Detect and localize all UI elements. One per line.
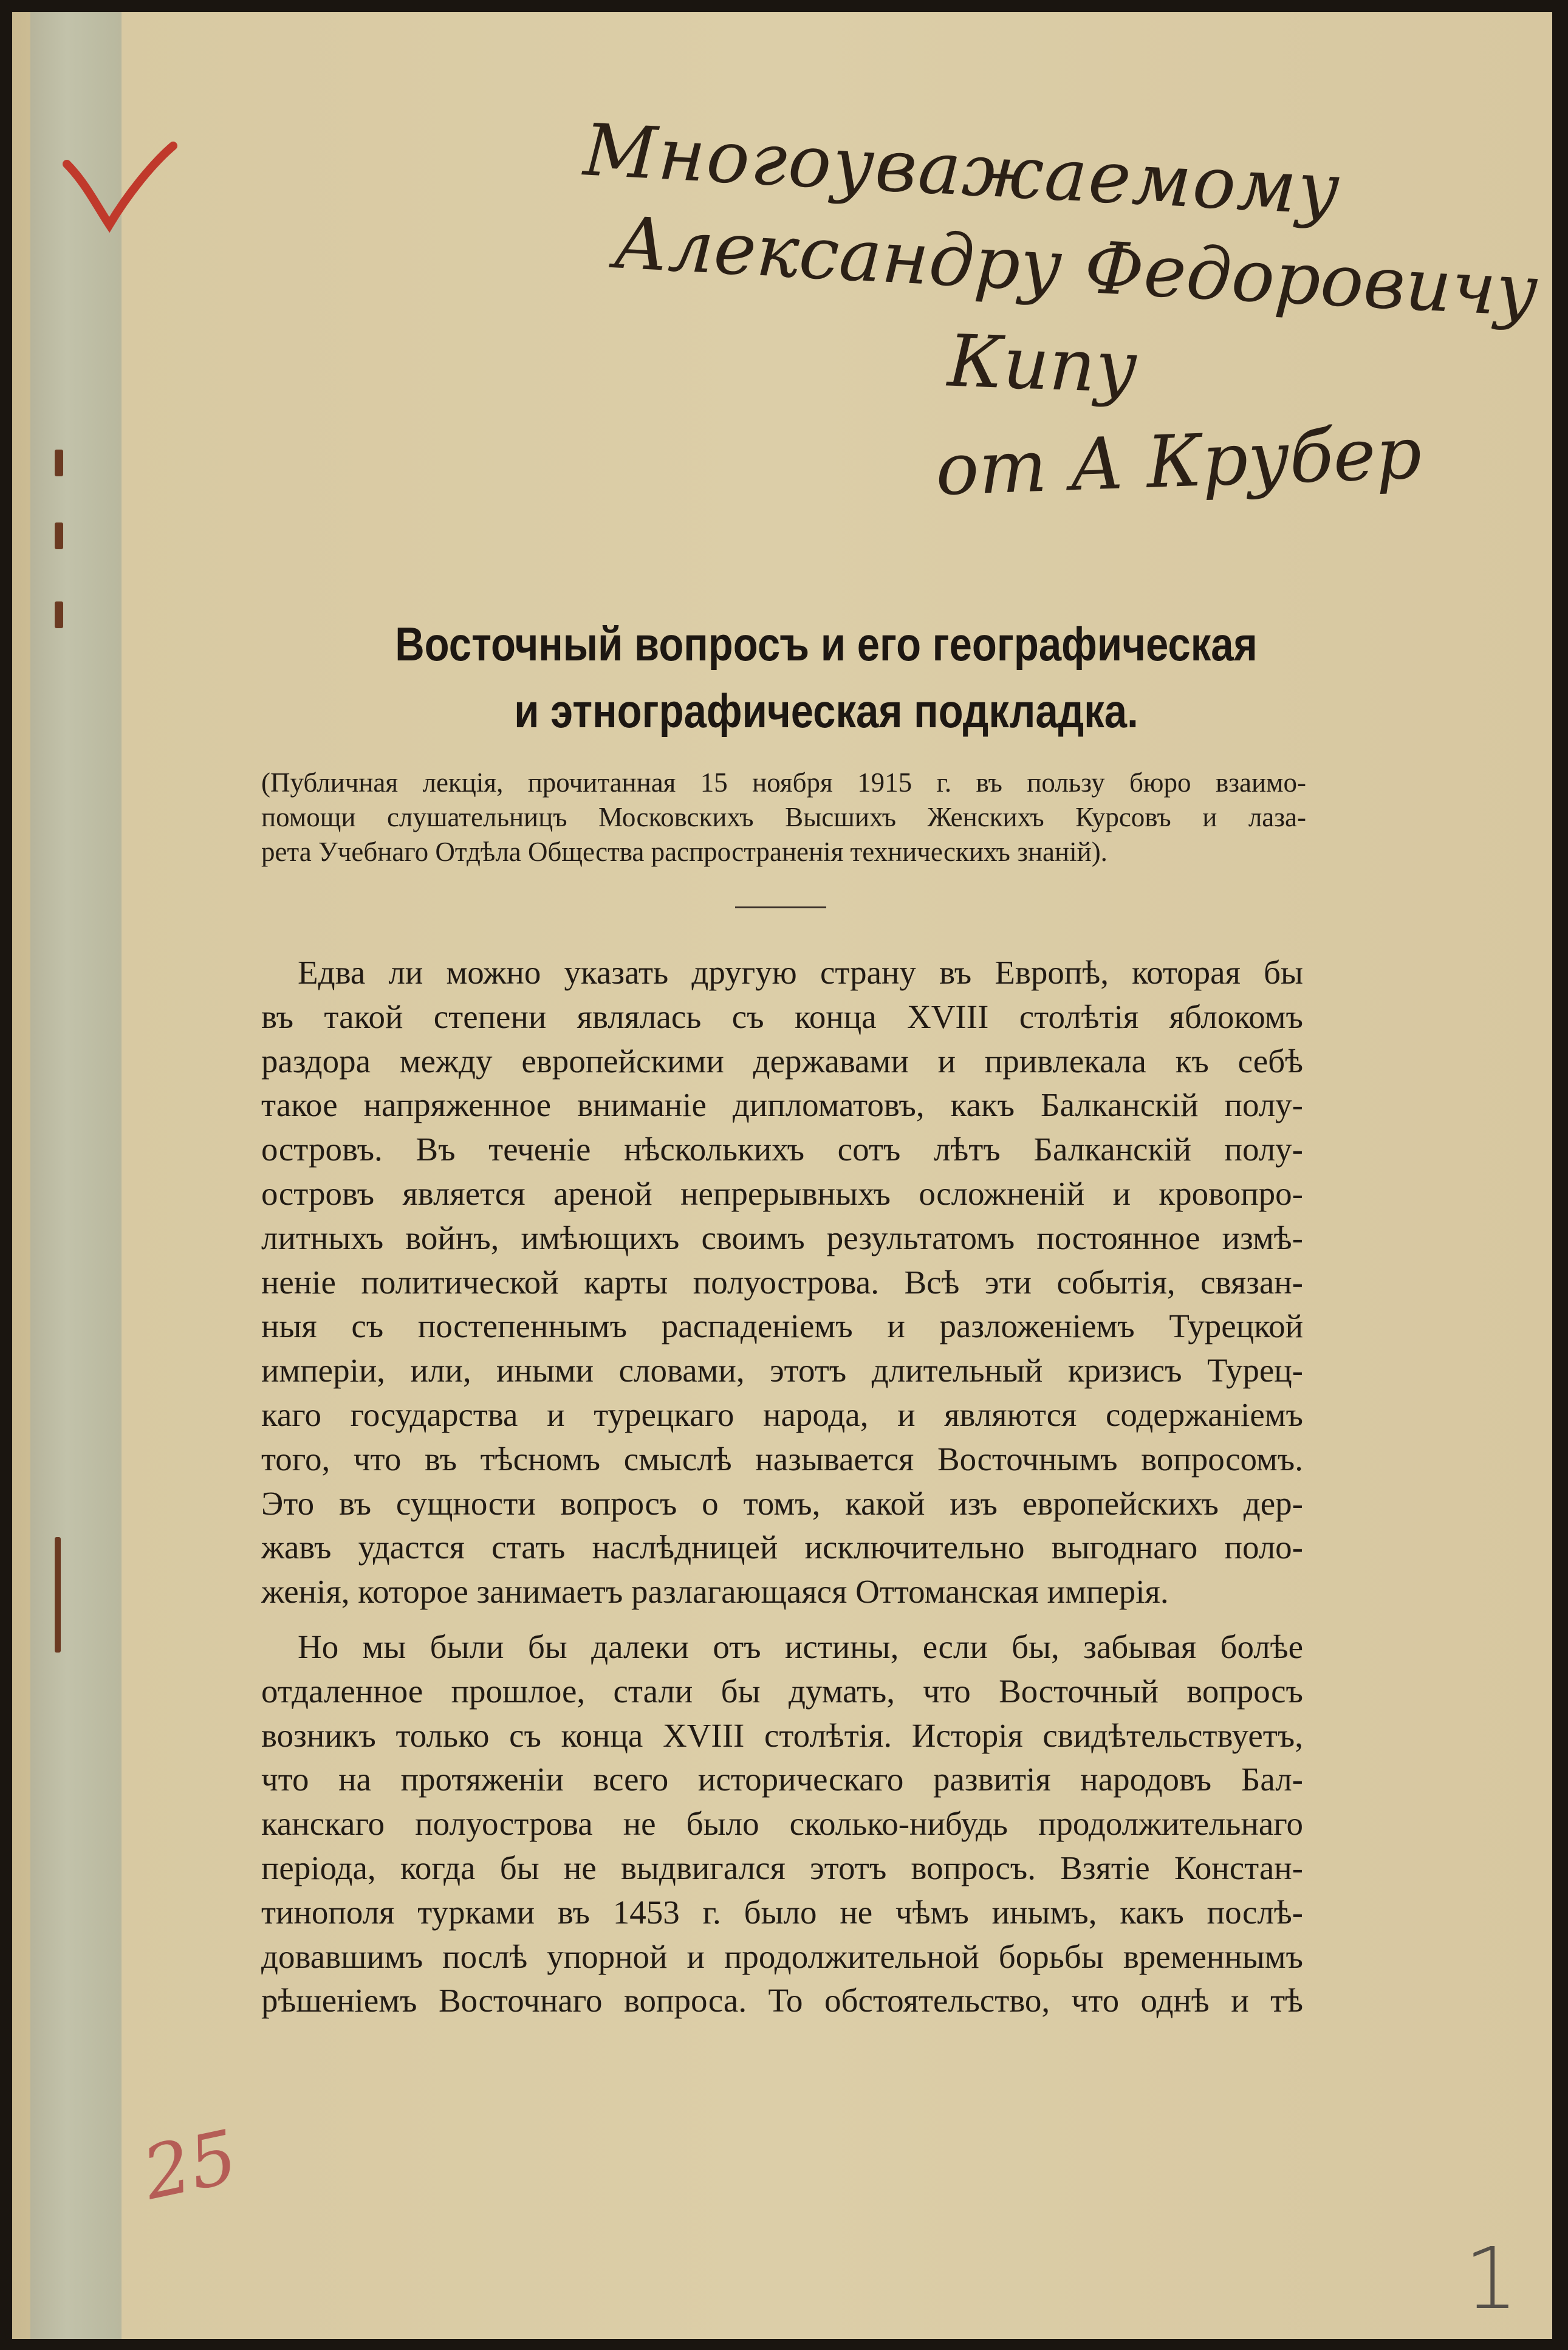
inscription-line-1: Многоуважаемому <box>581 108 1343 231</box>
text-line: Едва ли можно указать другую страну въ Европѣ, которая бы <box>298 954 1303 991</box>
inscription-line-3: Кипу <box>946 318 1139 409</box>
text-line: литныхъ войнъ, имѣющихъ своимъ результатомъ постоянное измѣ- <box>261 1219 1303 1256</box>
text-line: того, что въ тѣсномъ смыслѣ называется Восточнымъ вопросомъ. <box>261 1440 1303 1478</box>
text-line: въ такой степени являлась съ конца XVIII столѣтія яблокомъ <box>261 998 1303 1035</box>
subtitle-line: помощи слушательницъ Московскихъ Высшихъ Женскихъ Курсовъ и лаза- <box>261 802 1306 832</box>
spine-stitch-marks <box>55 450 79 1665</box>
title-line-2: и этнографическая подкладка. <box>514 684 1138 738</box>
text-line: женія, которое занимаетъ разлагающаяся Оттоманская имперія. <box>261 1573 1169 1611</box>
body-text <box>261 951 1303 2023</box>
text-line: неніе политической карты полуострова. Всѣ эти событія, связан- <box>261 1263 1303 1301</box>
text-line: рѣшеніемъ Восточнаго вопроса. То обстоятельство, что однѣ и тѣ <box>261 1982 1303 2019</box>
red-checkmark-icon <box>49 140 182 243</box>
separator-rule <box>735 906 826 908</box>
text-line: Но мы были бы далеки отъ истины, если бы, забывая болѣе <box>298 1628 1303 1665</box>
subtitle-line: (Публичная лекція, прочитанная 15 ноября 1915 г. въ пользу бюро взаимо- <box>261 767 1306 798</box>
text-line: каго государства и турецкаго народа, и являются содержаніемъ <box>261 1396 1303 1433</box>
folio-number: 1 <box>1464 2230 1519 2329</box>
text-line: островъ является ареной непрерывныхъ осложненій и кровопро- <box>261 1174 1303 1212</box>
text-line: раздора между европейскими державами и привлекала къ себѣ <box>261 1042 1303 1080</box>
text-line: имперіи, или, иными словами, этотъ длительный кризисъ Турец- <box>261 1352 1303 1389</box>
subtitle-line: рета Учебнаго Отдѣла Общества распространенія техническихъ знаній). <box>261 837 1108 867</box>
text-line: ныя съ постепеннымъ распаденіемъ и разложеніемъ Турецкой <box>261 1307 1303 1345</box>
title-line-1: Восточный вопросъ и его географическая <box>395 617 1258 671</box>
text-line: канскаго полуострова не было сколько-нибудь продолжительнаго <box>261 1805 1303 1843</box>
text-line: тинополя турками въ 1453 г. было не чѣмъ инымъ, какъ послѣ- <box>261 1893 1303 1931</box>
text-line: довавшимъ послѣ упорной и продолжительной борьбы временнымъ <box>261 1937 1303 1975</box>
text-line: Это въ сущности вопросъ о томъ, какой изъ европейскихъ дер- <box>261 1484 1303 1522</box>
text-line: возникъ только съ конца XVIII столѣтія. Исторія свидѣтельствуетъ, <box>261 1716 1303 1754</box>
lecture-subtitle <box>261 766 1306 869</box>
text-line: островъ. Въ теченіе нѣсколькихъ сотъ лѣтъ Балканскій полу- <box>261 1131 1303 1168</box>
text-line: отдаленное прошлое, стали бы думать, что Восточный вопросъ <box>261 1672 1303 1710</box>
pencil-page-number: 25 <box>136 2114 245 2217</box>
text-line: что на протяженіи всего историческаго развитія народовъ Бал- <box>261 1761 1303 1798</box>
text-line: жавъ удастся стать наслѣдницей исключительно выгоднаго поло- <box>261 1529 1303 1566</box>
inscription-line-4: от А Крубер <box>934 411 1423 512</box>
inscription-line-2: Александру Федоровичу <box>612 200 1540 333</box>
text-line: періода, когда бы не выдвигался этотъ вопросъ. Взятіе Констан- <box>261 1849 1303 1886</box>
text-line: такое напряженное вниманіе дипломатовъ, какъ Балканскій полу- <box>261 1086 1303 1124</box>
handwritten-inscription <box>559 103 1543 565</box>
document-page <box>12 12 1552 2339</box>
